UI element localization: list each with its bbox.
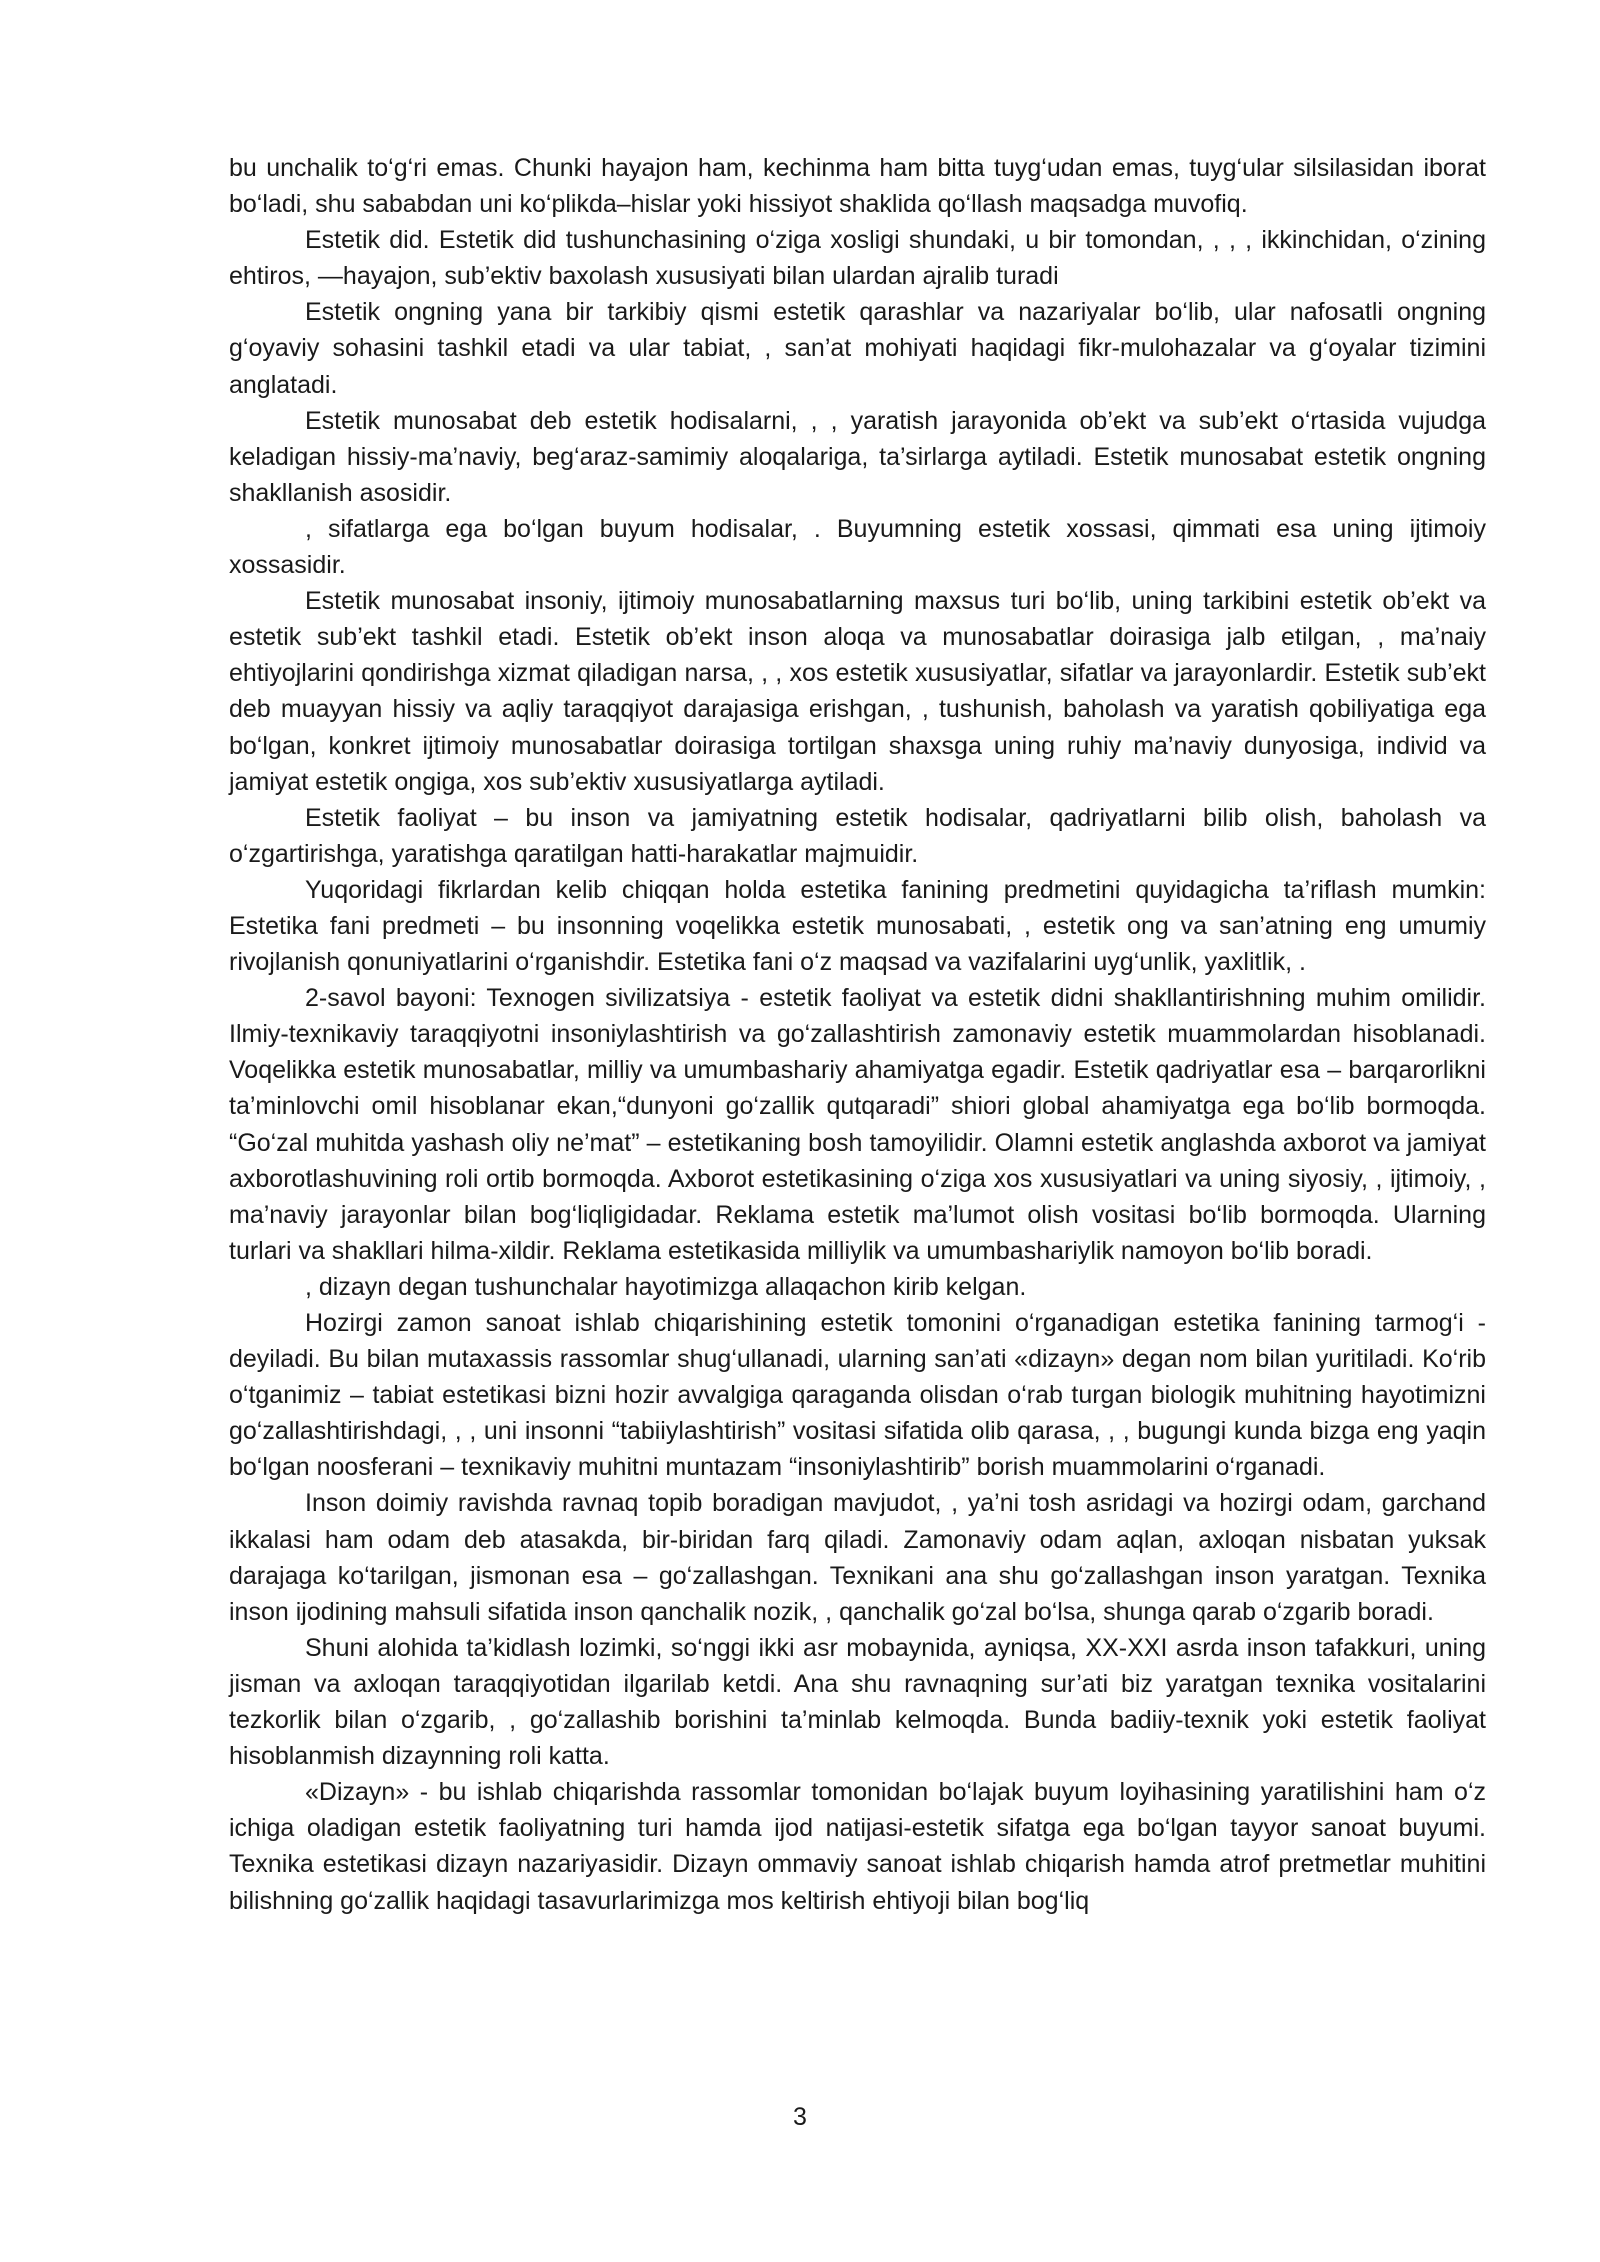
page-number: 3 xyxy=(793,2103,807,2131)
paragraph-3: Estetik ongning yana bir tarkibiy qismi estetik qarashlar va nazariyalar bo‘lib, ular nafosatli ongning g‘oyaviy sohasini tashkil etadi va ular tabiat, , san’at mohiyati haqidagi fikr-mulohazalar va g‘oyalar tizimini anglatadi. xyxy=(229,298,1486,399)
paragraph-9: 2-savol bayoni: Texnogen sivilizatsiya - estetik faoliyat va estetik didni shakllantirishning muhim omilidir. Ilmiy-texnikaviy taraqqiyotni insoniylashtirish va go‘zallashtirish zamonaviy estetik muammolardan hisoblanadi. Voqelikka estetik munosabatlar, milliy va umumbashariy ahamiyatga egadir. Estetik qadriyatlar esa – barqarorlikni ta’minlovchi omil hisoblanar ekan,“dunyoni go‘zallik qutqaradi” shiori global ahamiyatga ega bo‘lib bormoqda. “Go‘zal muhitda yashash oliy ne’mat” – estetikaning bosh tamoyilidir. Olamni estetik anglashda axborot va jamiyat axborotlashuvining roli ortib bormoqda. Axborot estetikasining o‘ziga xos xususiyatlari va uning siyosiy, , ijtimoiy, , ma’naviy jarayonlar bilan bog‘liqligidadar. Reklama estetik ma’lumot olish vositasi bo‘lib bormoqda. Ularning turlari va shakllari hilma-xildir. Reklama estetikasida milliylik va umumbashariylik namoyon bo‘lib boradi. xyxy=(229,984,1486,1265)
paragraph-4: Estetik munosabat deb estetik hodisalarni, , , yaratish jarayonida ob’ekt va sub’ekt o‘rtasida vujudga keladigan hissiy-ma’naviy, beg‘araz-samimiy aloqalariga, ta’sirlarga aytiladi. Estetik munosabat estetik ongning shakllanish asosidir. xyxy=(229,406,1486,507)
paragraph-2: Estetik did. Estetik did tushunchasining o‘ziga xosligi shundaki, u bir tomondan, , , , ikkinchidan, o‘zining ehtiros, —hayajon, sub’ektiv baxolash xususiyati bilan ulardan ajralib turadi xyxy=(229,226,1486,291)
paragraph-1: bu unchalik to‘g‘ri emas. Chunki hayajon ham, kechinma ham bitta tuyg‘udan emas, tuyg‘ular silsilasidan iborat bo‘ladi, shu sababdan uni ko‘plikda–hislar yoki hissiyot shaklida qo‘llash maqsadga muvofiq. xyxy=(229,154,1486,219)
body-text xyxy=(229,150,1486,1919)
paragraph-7: Estetik faoliyat – bu inson va jamiyatning estetik hodisalar, qadriyatlarni bilib olish, baholash va o‘zgartirishga, yaratishga qaratilgan hatti-harakatlar majmuidir. xyxy=(229,803,1486,868)
paragraph-5: , sifatlarga ega bo‘lgan buyum hodisalar, . Buyumning estetik xossasi, qimmati esa uning ijtimoiy xossasidir. xyxy=(229,514,1486,580)
paragraph-12: Inson doimiy ravishda ravnaq topib boradigan mavjudot, , ya’ni tosh asridagi va hozirgi odam, garchand ikkalasi ham odam deb atasakda, bir-biridan farq qiladi. Zamonaviy odam aqlan, axloqan nisbatan yuksak darajaga ko‘tarilgan, jismonan esa – go‘zallashgan. Texnikani ana shu go‘zallashgan inson yaratgan. Texnika inson ijodining mahsuli sifatida inson qanchalik nozik, , qanchalik go‘zal bo‘lsa, shunga qarab o‘zgarib boradi. xyxy=(229,1489,1486,1626)
paragraph-10: , dizayn degan tushunchalar hayotimizga allaqachon kirib kelgan. xyxy=(305,1272,1027,1301)
paragraph-14: «Dizayn» - bu ishlab chiqarishda rassomlar tomonidan bo‘lajak buyum loyihasining yaratilishini ham o‘z ichiga oladigan estetik faoliyatning turi hamda ijod natijasi-estetik sifatga ega bo‘lgan tayyor sanoat buyumi. Texnika estetikasi dizayn nazariyasidir. Dizayn ommaviy sanoat ishlab chiqarish hamda atrof pretmetlar muhitini bilishning go‘zallik haqidagi tasavurlarimizga mos keltirish ehtiyoji bilan bog‘liq xyxy=(229,1778,1486,1915)
paragraph-6: Estetik munosabat insoniy, ijtimoiy munosabatlarning maxsus turi bo‘lib, uning tarkibini estetik ob’ekt va estetik sub’ekt tashkil etadi. Estetik ob’ekt inson aloqa va munosabatlar doirasiga jalb etilgan, , ma’naiy ehtiyojlarini qondirishga xizmat qiladigan narsa, , , xos estetik xususiyatlar, sifatlar va jarayonlardir. Estetik sub’ekt deb muayyan hissiy va aqliy taraqqiyot darajasiga erishgan, , tushunish, baholash va yaratish qobiliyatiga ega bo‘lgan, konkret ijtimoiy munosabatlar doirasiga tortilgan shaxsga uning ruhiy ma’naviy dunyosiga, individ va jamiyat estetik ongiga, xos sub’ektiv xususiyatlarga aytiladi. xyxy=(229,587,1486,796)
paragraph-8: Yuqoridagi fikrlardan kelib chiqqan holda estetika fanining predmetini quyidagicha ta’riflash mumkin: Estetika fani predmeti – bu insonning voqelikka estetik munosabati, , estetik ong va san’atning eng umumiy rivojlanish qonuniyatlarini o‘rganishdir. Estetika fani o‘z maqsad va vazifalarini uyg‘unlik, yaxlitlik, . xyxy=(229,875,1486,977)
paragraph-13: Shuni alohida ta’kidlash lozimki, so‘nggi ikki asr mobaynida, ayniqsa, XX-XXI asrda inson tafakkuri, uning jisman va axloqan taraqqiyotidan ilgarilab ketdi. Ana shu ravnaqning sur’ati biz yaratgan texnika vositalarini tezkorlik bilan o‘zgarib, , go‘zallashib borishini ta’minlab kelmoqda. Bunda badiiy-texnik yoki estetik faoliyat hisoblanmish dizaynning roli katta. xyxy=(229,1633,1486,1771)
paragraph-11: Hozirgi zamon sanoat ishlab chiqarishining estetik tomonini o‘rganadigan estetika fanining tarmog‘i - deyiladi. Bu bilan mutaxassis rassomlar shug‘ullanadi, ularning san’ati «dizayn» degan nom bilan yuritiladi. Ko‘rib o‘tganimiz – tabiat estetikasi bizni hozir avvalgiga qaraganda olisdan o‘rab turgan biologik muhitning hayotimizni go‘zallashtirishdagi, , , uni insonni “tabiiylashtirish” vositasi sifatida olib qarasa, , , bugungi kunda bizga eng yaqin bo‘lgan noosferani – texnikaviy muhitni muntazam “insoniylashtirib” borish muammolarini o‘rganadi. xyxy=(229,1309,1486,1482)
